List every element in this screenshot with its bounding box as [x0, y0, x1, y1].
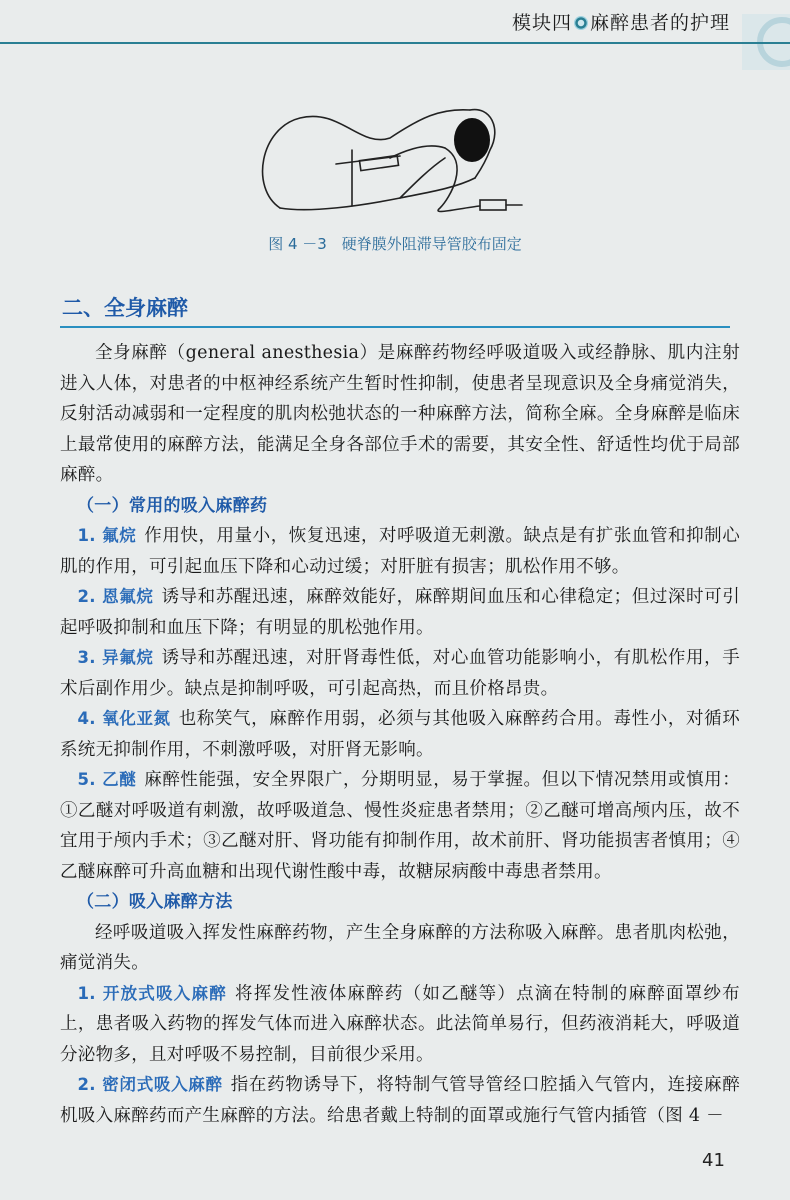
- item-term: 1. 氟烷: [77, 526, 137, 545]
- item-term: 4. 氧化亚氮: [77, 709, 171, 728]
- list-item: [60, 521, 740, 582]
- header-chapter: 麻醉患者的护理: [589, 12, 730, 34]
- body-content: [60, 338, 740, 1131]
- subsection-title-inhaled-agents: （一）常用的吸入麻醉药: [77, 495, 268, 516]
- methods-intro-paragraph: 经呼吸道吸入挥发性麻醉药物，产生全身麻醉的方法称吸入麻醉。患者肌肉松弛，痛觉消失。: [60, 922, 740, 973]
- item-term: 5. 乙醚: [77, 770, 137, 789]
- item-text: 将挥发性液体麻醉药（如乙醚等）点滴在特制的麻醉面罩纱布上，患者吸入药物的挥发气体而进入麻醉状态。此法简单易行，但药液消耗大，呼吸道分泌物多，且对呼吸不易控制，目前很少采用。: [60, 983, 740, 1065]
- section-rule: [60, 326, 730, 328]
- epidural-catheter-illustration: [240, 88, 530, 238]
- page-number: 41: [702, 1150, 725, 1171]
- item-text: 作用快，用量小，恢复迅速，对呼吸道无刺激。缺点是有扩张血管和抑制心肌的作用，可引起血压下降和心动过缓；对肝脏有损害；肌松作用不够。: [60, 526, 740, 577]
- intro-paragraph: 全身麻醉（general anesthesia）是麻醉药物经呼吸道吸入或经静脉、肌内注射进入人体，对患者的中枢神经系统产生暂时性抑制，使患者呈现意识及全身痛觉消失，反射活动减弱和一定程度的肌肉松弛状态的一种麻醉方法，简称全麻。全身麻醉是临床上最常使用的麻醉方法，能满足全身各部位手术的需要，其安全性、舒适性均优于局部麻醉。: [60, 343, 740, 485]
- subsection-title-inhalation-methods: （二）吸入麻醉方法: [77, 892, 233, 912]
- header-rule: [0, 42, 790, 44]
- item-text: 麻醉性能强，安全界限广，分期明显，易于掌握。但以下情况禁用或慎用：①乙醚对呼吸道有刺激，故呼吸道急、慢性炎症患者禁用；②乙醚可增高颅内压，故不宜用于颅内手术；③乙醚对肝、肾功能有抑制作用，故术前肝、肾功能损害者慎用；④乙醚麻醉可升高血糖和出现代谢性酸中毒，故糖尿病酸中毒患者禁用。: [60, 770, 740, 882]
- item-text: 也称笑气，麻醉作用弱，必须与其他吸入麻醉药合用。毒性小，对循环系统无抑制作用，不刺激呼吸，对肝肾无影响。: [60, 709, 740, 760]
- running-header: [512, 8, 730, 35]
- item-text: 指在药物诱导下，将特制气管导管经口腔插入气管内，连接麻醉机吸入麻醉药而产生麻醉的方法。给患者戴上特制的面罩或施行气管内插管（图 4 －: [60, 1075, 740, 1126]
- header-module: 模块四: [511, 12, 572, 34]
- list-item: [60, 582, 740, 643]
- list-item: [60, 979, 740, 1071]
- list-item: [60, 1070, 740, 1131]
- list-item: [60, 643, 740, 704]
- figure-caption: 图 4 －3 硬脊膜外阻滞导管胶布固定: [268, 235, 522, 253]
- list-item: [60, 704, 740, 765]
- list-item: [60, 765, 740, 887]
- section-title: 二、全身麻醉: [62, 296, 188, 320]
- item-text: 诱导和苏醒迅速，麻醉效能好，麻醉期间血压和心律稳定；但过深时可引起呼吸抑制和血压下降；有明显的肌松弛作用。: [60, 587, 740, 638]
- item-text: 诱导和苏醒迅速，对肝肾毒性低，对心血管功能影响小，有肌松作用，手术后副作用少。缺点是抑制呼吸，可引起高热，而且价格昂贵。: [60, 648, 740, 699]
- item-term: 1. 开放式吸入麻醉: [77, 983, 227, 1003]
- item-term: 2. 密闭式吸入麻醉: [77, 1075, 223, 1094]
- item-term: 3. 异氟烷: [77, 648, 154, 667]
- item-term: 2. 恩氟烷: [77, 587, 154, 606]
- bullet-circle-icon: [574, 16, 588, 30]
